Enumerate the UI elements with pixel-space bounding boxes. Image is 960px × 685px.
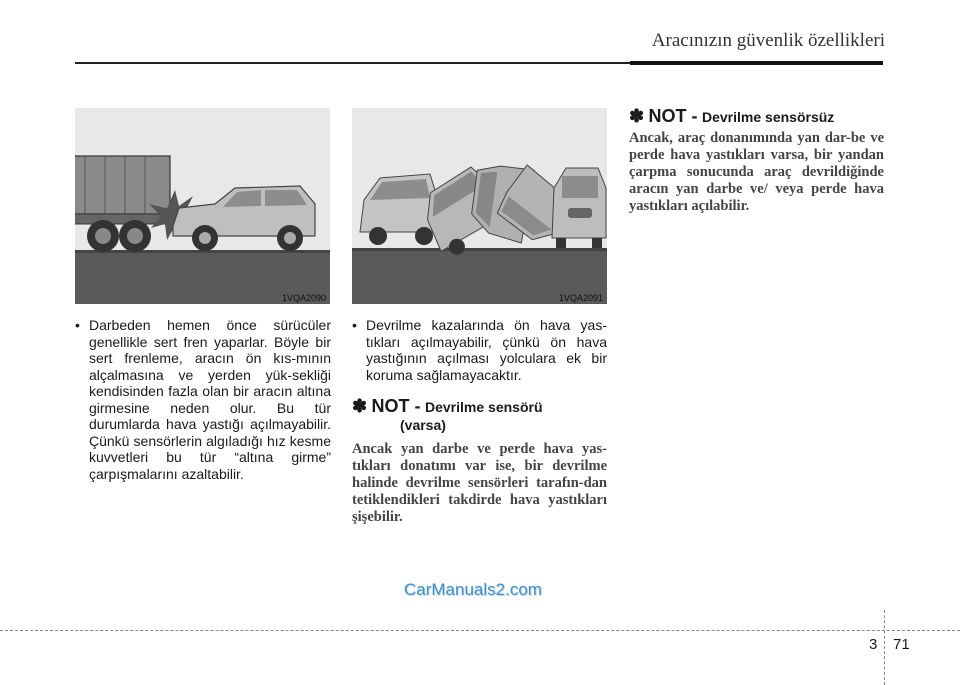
- bullet-rollover: [352, 317, 607, 383]
- header-title: Aracınızın güvenlik özellikleri: [651, 30, 885, 51]
- asterisk-icon: ✽: [352, 396, 368, 416]
- figure-rollover: [352, 108, 607, 304]
- figure-code: 1VQA2090: [281, 293, 326, 303]
- bullet-dot: •: [352, 317, 357, 333]
- bullet-dot: •: [75, 317, 80, 333]
- footer-divider: [884, 610, 885, 685]
- note-heading-no-rollover-sensor: [629, 106, 884, 127]
- note-label: NOT -: [371, 396, 421, 416]
- note-body-rollover-sensor: Ancak yan darbe ve perde hava yas-tıkları donatımı var ise, bir devrilme halinde devrilme sensörleri tarafın-dan tetiklendikleri takdirde hava yastıkları şişebilir.: [352, 441, 607, 525]
- bullet-text: Darbeden hemen önce sürücüler genellikle sert fren yaparlar. Böyle bir sert frenleme, aracın ön kıs-mının alçalmasına ve yerden yük-sekliği kendisinden fazla olan bir aracın altına girmesine neden olur. Bu tür durumlarda hava yastığı açılmayabilir. Çünkü sensörlerin algıladığı hız kesme kuvvetleri bu tür “altına girme” çarpışmalarını azaltabilir.: [89, 317, 331, 482]
- header-rule-accent: [630, 61, 883, 65]
- note-title-suffix: (varsa): [400, 417, 446, 433]
- underride-illustration: [75, 108, 330, 304]
- figure-code: 1VQA2091: [558, 293, 603, 303]
- watermark-logo[interactable]: CarManuals2.com: [404, 580, 542, 599]
- note-title: Devrilme sensörsüz: [702, 109, 835, 125]
- asterisk-icon: ✽: [629, 106, 645, 126]
- bullet-underride: [75, 317, 331, 482]
- note-heading-rollover-sensor: [352, 396, 607, 433]
- note-label: NOT -: [648, 106, 698, 126]
- bullet-text: Devrilme kazalarında ön hava yas-tıkları açılmayabilir, çünkü ön hava yastığının açılması yolculara ek bir koruma sağlamayacaktır.: [366, 317, 607, 383]
- footer-rule: [0, 630, 960, 631]
- rollover-illustration: [352, 108, 607, 304]
- page-number: 71: [893, 636, 910, 653]
- note-title: Devrilme sensörü: [425, 399, 543, 415]
- section-number: 3: [869, 636, 878, 653]
- figure-underride: [75, 108, 330, 304]
- note-body-no-rollover-sensor: Ancak, araç donanımında yan dar-be ve perde hava yastıkları varsa, bir yandan çarpma sonucunda araç devrildiğinde aracın yan darbe ve/ veya perde hava yastıkları açılabilir.: [629, 130, 884, 214]
